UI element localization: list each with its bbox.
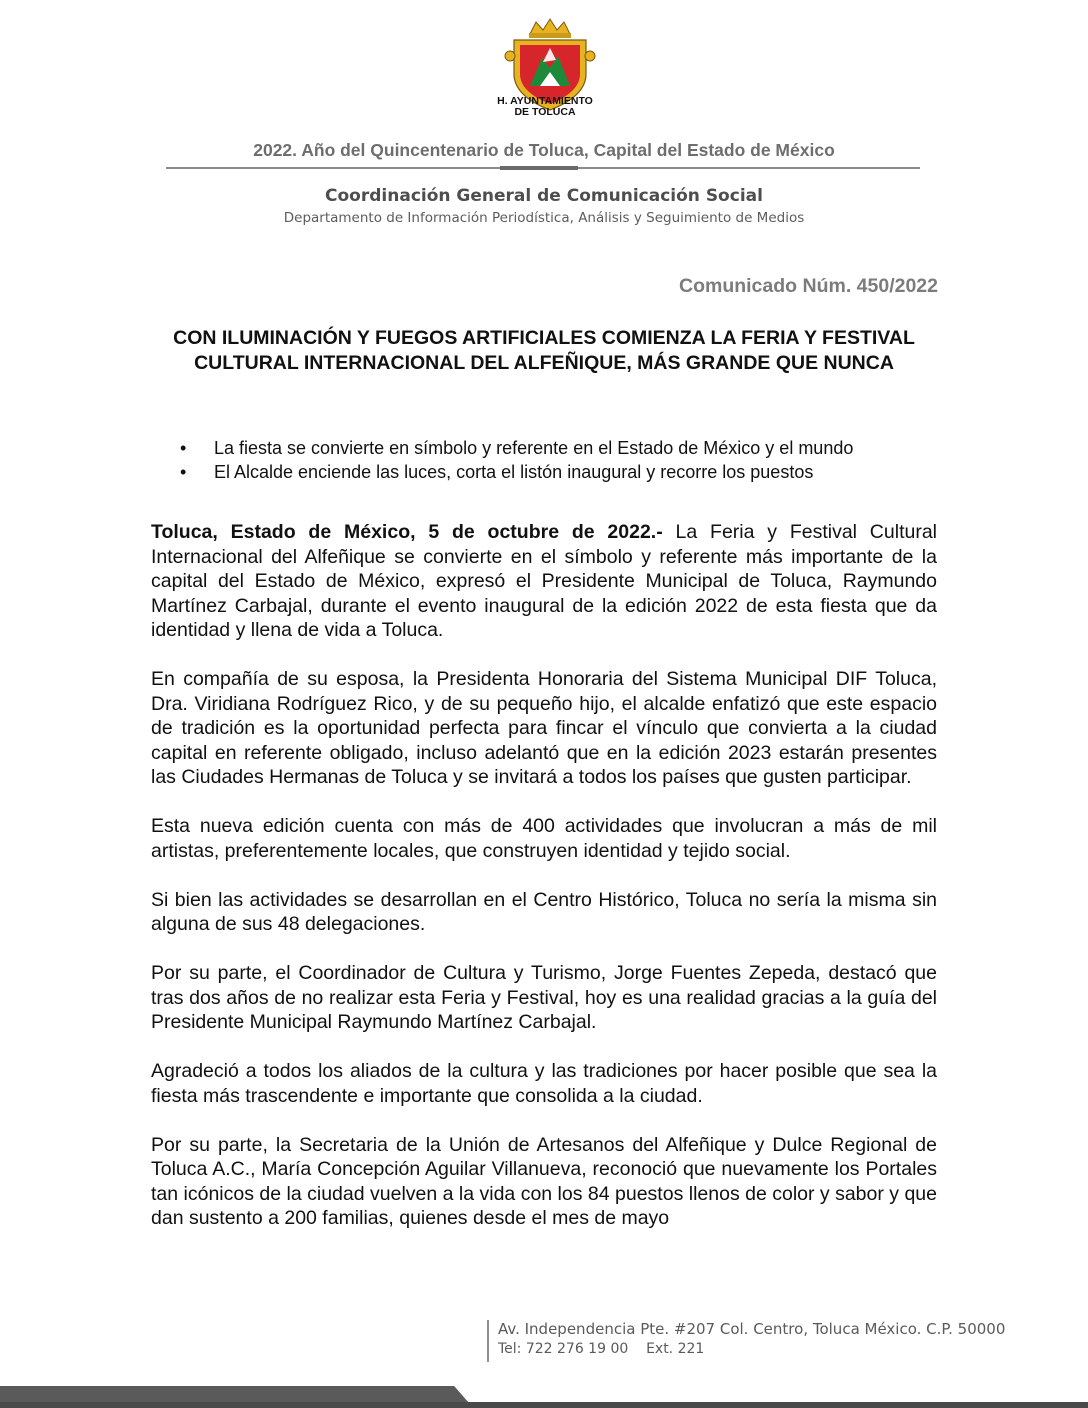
footer-phone: Tel: 722 276 19 00 Ext. 221 xyxy=(498,1341,705,1357)
department-title: Departamento de Información Periodística, Análisis y Seguimiento de Medios xyxy=(283,210,805,226)
paragraph: Por su parte, la Secretaria de la Unión de Artesanos del Alfeñique y Dulce Regional de Toluca A.C., María Concepción Aguilar Villanueva, reconoció que nuevamente los Portales tan icónicos de la ciudad vuelven a la vida con los 84 puestos llenos de color y sabor y que dan sustento a 200 familias, quienes desde el mes de mayo xyxy=(151,1133,937,1229)
header-divider-accent xyxy=(500,166,578,170)
paragraph: Si bien las actividades se desarrollan en el Centro Histórico, Toluca no sería la misma sin alguna de sus 48 delegaciones. xyxy=(151,888,937,935)
org-name-line2: DE TOLUCA xyxy=(514,106,576,118)
bullet-item: • El Alcalde enciende las luces, corta el listón inaugural y recorre los puestos xyxy=(180,460,853,484)
article-body xyxy=(151,520,937,1255)
footer-divider xyxy=(487,1320,489,1362)
footer-address: Av. Independencia Pte. #207 Col. Centro, Toluca México. C.P. 50000 xyxy=(498,1320,1006,1338)
coordination-title: Coordinación General de Comunicación Social xyxy=(325,186,763,206)
paragraph: En compañía de su esposa, la Presidenta Honoraria del Sistema Municipal DIF Toluca, Dra. Viridiana Rodríguez Rico, y de su pequeño hijo, el alcalde enfatizó que este espacio de tradición es la oportunidad perfecta para fincar el vínculo que convierta a la ciudad capital en referente obligado, incluso adelantó que en la edición 2023 estarán presentes las Ciudades Hermanas de Toluca y se invitará a todos los países que gusten participar. xyxy=(151,668,937,788)
org-name xyxy=(470,96,620,118)
dateline: Toluca, Estado de México, 5 de octubre de 2022.- xyxy=(151,521,663,543)
paragraph: Por su parte, el Coordinador de Cultura y Turismo, Jorge Fuentes Zepeda, destacó que tras dos años de no realizar esta Feria y Festival, hoy es una realidad gracias a la guía del Presidente Municipal Raymundo Martínez Carbajal. xyxy=(151,962,937,1033)
bullet-item: • La fiesta se convierte en símbolo y referente en el Estado de México y el mundo xyxy=(180,436,853,460)
org-name-line1: H. AYUNTAMIENTO xyxy=(497,95,593,107)
summary-bullets xyxy=(180,436,853,484)
year-motto: 2022. Año del Quincentenario de Toluca, Capital del Estado de México xyxy=(253,140,835,160)
headline: CON ILUMINACIÓN Y FUEGOS ARTIFICIALES COMIENZA LA FERIA Y FESTIVAL CULTURAL INTERNACIONAL DEL ALFEÑIQUE, MÁS GRANDE QUE NUNCA xyxy=(173,327,915,374)
paragraph-text: La Feria y Festival Cultural Internacional del Alfeñique se convierte en el símbolo y referente más importante de la capital del Estado de México, expresó el Presidente Municipal de Toluca, Raymundo Martínez Carbajal, durante el evento inaugural de la edición 2022 de esta fiesta que da identidad y llena de vida a Toluca. xyxy=(151,521,937,641)
press-release-number: Comunicado Núm. 450/2022 xyxy=(678,275,938,297)
paragraph: Esta nueva edición cuenta con más de 400 actividades que involucran a más de mil artistas, preferentemente locales, que construyen identidad y tejido social. xyxy=(151,815,937,862)
paragraph: Agradeció a todos los aliados de la cultura y las tradiciones por hacer posible que sea la fiesta más trascendente e importante que consolida a la ciudad. xyxy=(151,1060,937,1107)
footer-strip xyxy=(0,1386,1088,1408)
paragraph xyxy=(151,520,937,643)
